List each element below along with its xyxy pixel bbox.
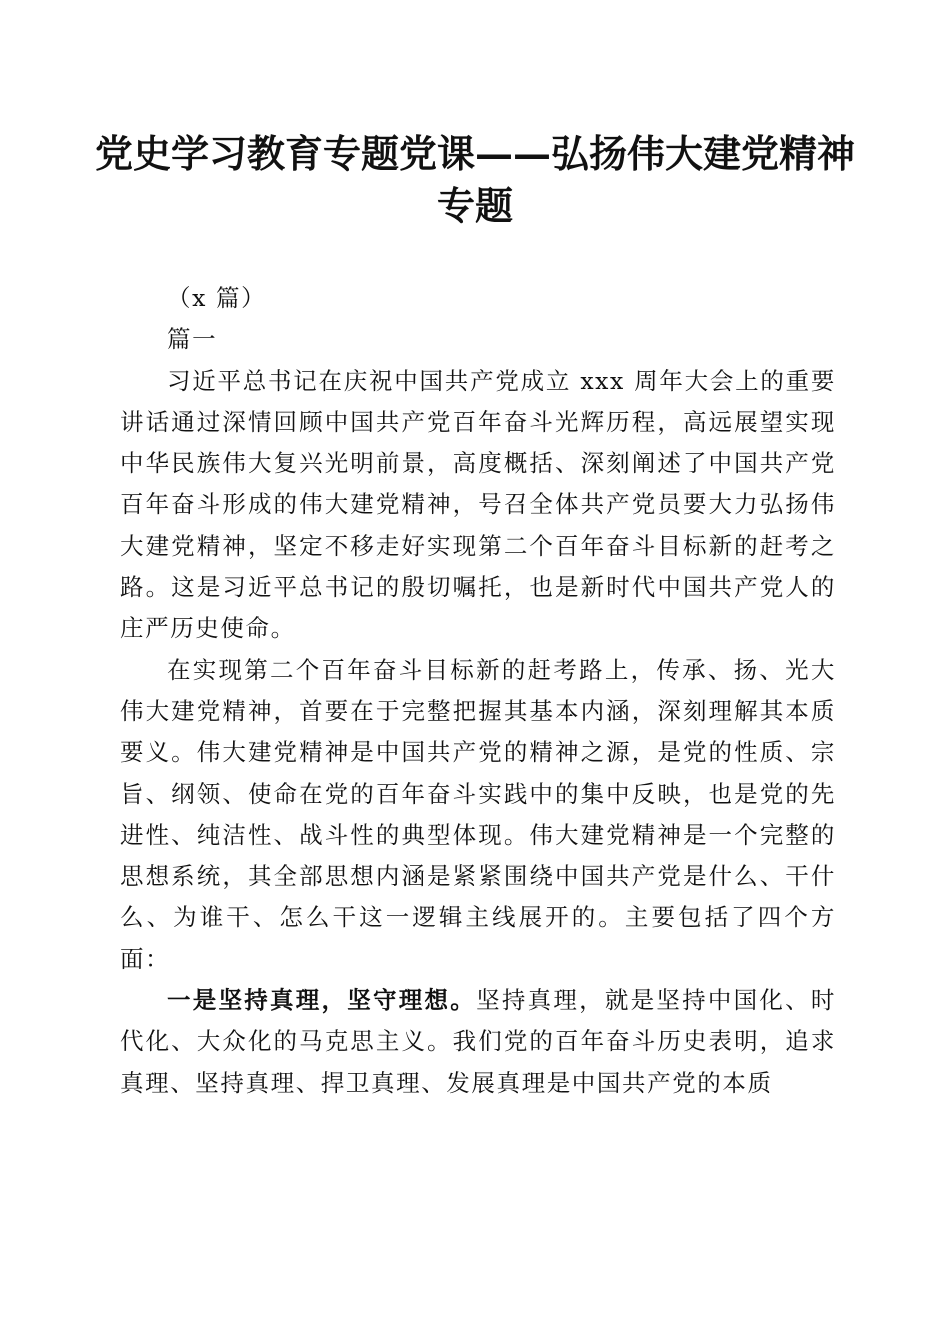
paragraph-point-one	[120, 980, 836, 1104]
article-count-note: （x 篇）	[167, 284, 267, 312]
paragraph-2: 在实现第二个百年奋斗目标新的赶考路上，传承、扬、光大伟大建党精神，首要在于完整把握其基本内涵，深刻理解其本质要义。伟大建党精神是中国共产党的精神之源，是党的性质、宗旨、纲领、使命在党的百年奋斗实践中的集中反映，也是党的先进性、纯洁性、战斗性的典型体现。伟大建党精神是一个完整的思想系统，其全部思想内涵是紧紧围绕中国共产党是什么、干什么、为谁干、怎么干这一逻辑主线展开的。主要包括了四个方面：	[120, 655, 836, 973]
point-one-text: 坚持真理，就是坚持中国化、时代化、大众化的马克思主义。我们党的百年奋斗历史表明，追求真理、坚持真理、捍卫真理、发展真理是中国共产党的本质	[120, 986, 837, 1097]
title-line-1: 党史学习教育专题党课——弘扬伟大建党精神	[95, 131, 856, 176]
paragraph-1: 习近平总书记在庆祝中国共产党成立 xxx 周年大会上的重要讲话通过深情回顾中国共产党百年奋斗光辉历程，高远展望实现中华民族伟大复兴光明前景，高度概括、深刻阐述了中国共产党百年奋斗形成的伟大建党精神，号召全体共产党员要大力弘扬伟大建党精神，坚定不移走好实现第二个百年奋斗目标新的赶考之路。这是习近平总书记的殷切嘱托，也是新时代中国共产党人的庄严历史使命。	[120, 366, 836, 643]
document-title	[95, 128, 855, 232]
title-line-2: 专题	[436, 183, 513, 228]
section-label: 篇一	[167, 325, 218, 354]
document-body	[120, 278, 836, 1104]
point-one-heading: 一是坚持真理，坚守理想。	[167, 986, 477, 1015]
